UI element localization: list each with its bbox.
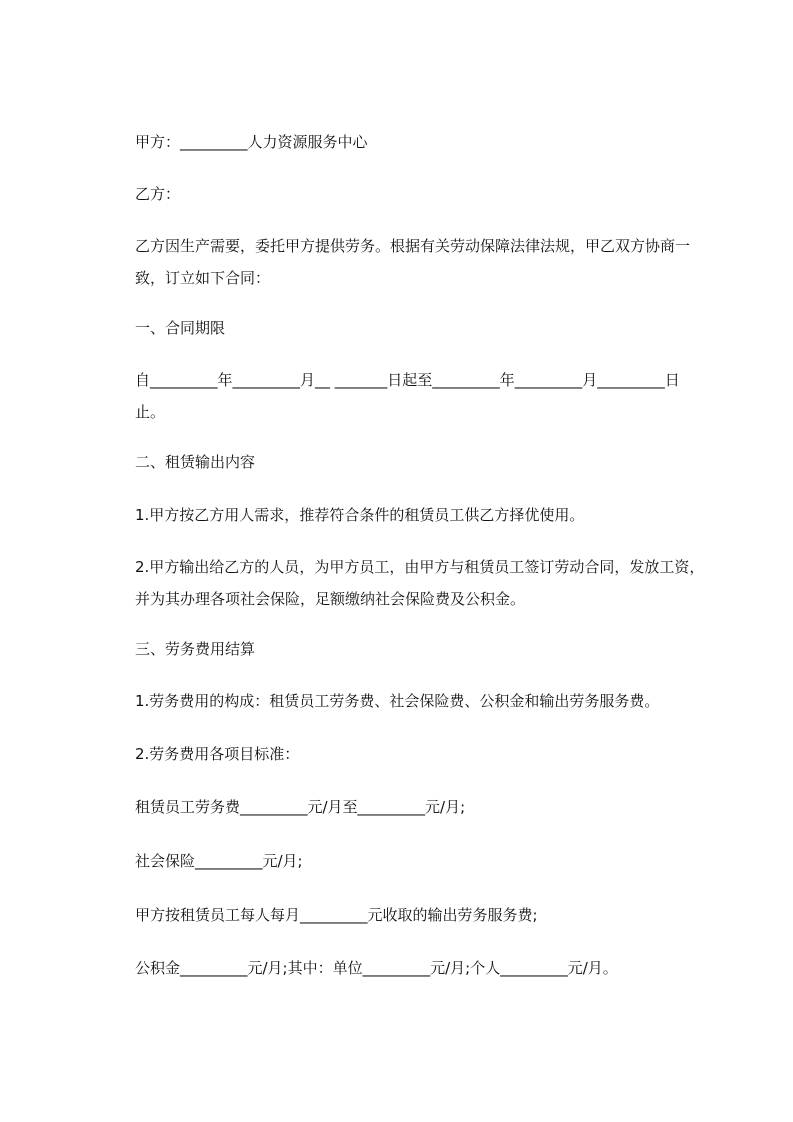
fee-labor-line: 租赁员工劳务费_________元/月至_________元/月; [135, 798, 466, 816]
fee-service-line: 甲方按租赁员工每人每月_________元收取的输出劳务服务费; [135, 906, 538, 924]
fee-social-insurance-line: 社会保险_________元/月; [135, 852, 303, 870]
fee-housing-fund-line: 公积金_________元/月;其中：单位_________元/月;个人_________元/月。 [135, 959, 618, 977]
party-a-line: 甲方：_________人力资源服务中心 [135, 133, 368, 151]
section-3-title: 三、劳务费用结算 [135, 640, 256, 658]
party-b-line: 乙方： [135, 185, 181, 203]
section-3-item-2: 2.劳务费用各项目标准： [135, 745, 300, 763]
contract-period-paragraph: 自_________年_________月__ _______日起至_________年_________月_________日止。 [135, 371, 680, 421]
section-2-item-1: 1.甲方按乙方用人需求，推荐符合条件的租赁员工供乙方择优使用。 [135, 506, 585, 524]
section-2-item-2: 2.甲方输出给乙方的人员，为甲方员工，由甲方与租赁员工签订劳动合同，发放工资，并为其办理各项社会保险，足额缴纳社会保险费及公积金。 [135, 558, 705, 608]
section-1-title: 一、合同期限 [135, 319, 226, 337]
intro-paragraph: 乙方因生产需要，委托甲方提供劳务。根据有关劳动保障法律法规，甲乙双方协商一致，订立如下合同： [135, 237, 691, 287]
section-2-title: 二、租赁输出内容 [135, 453, 256, 471]
section-3-item-1: 1.劳务费用的构成：租赁员工劳务费、社会保险费、公积金和输出劳务服务费。 [135, 692, 660, 710]
